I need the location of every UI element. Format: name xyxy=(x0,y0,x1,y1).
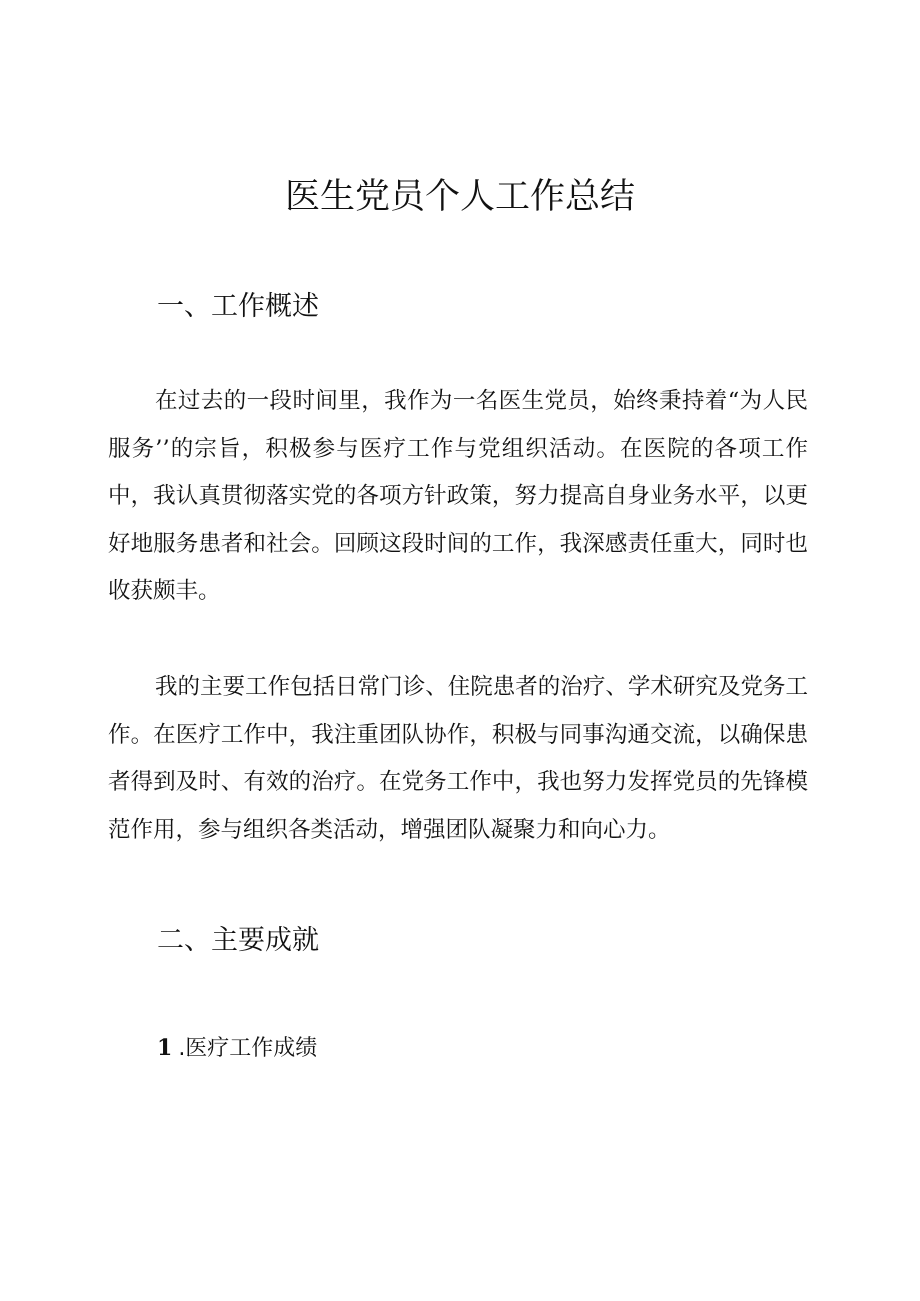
subsection-number: 1 xyxy=(157,1035,173,1061)
overview-paragraph-1: 在过去的一段时间里，我作为一名医生党员，始终秉持着“为人民服务’’的宗旨，积极参与医疗工作与党组织活动。在医院的各项工作中，我认真贯彻落实党的各项方针政策，努力提高自身业务水平，以更好地服务患者和社会。回顾这段时间的工作，我深感责任重大，同时也收获颇丰。 xyxy=(108,388,808,604)
subsection-label: .医疗工作成绩 xyxy=(178,1036,318,1061)
overview-paragraph-2: 我的主要工作包括日常门诊、住院患者的治疗、学术研究及党务工作。在医疗工作中，我注重团队协作，积极与同事沟通交流，以确保患者得到及时、有效的治疗。在党务工作中，我也努力发挥党员的先锋模范作用，参与组织各类活动，增强团队凝聚力和向心力。 xyxy=(108,674,808,843)
document-title: 医生党员个人工作总结 xyxy=(284,177,635,217)
section-heading-achievements: 二、主要成就 xyxy=(157,925,319,956)
section-heading-overview: 一、工作概述 xyxy=(157,291,319,322)
subsection-heading-medical-work xyxy=(157,1031,317,1066)
